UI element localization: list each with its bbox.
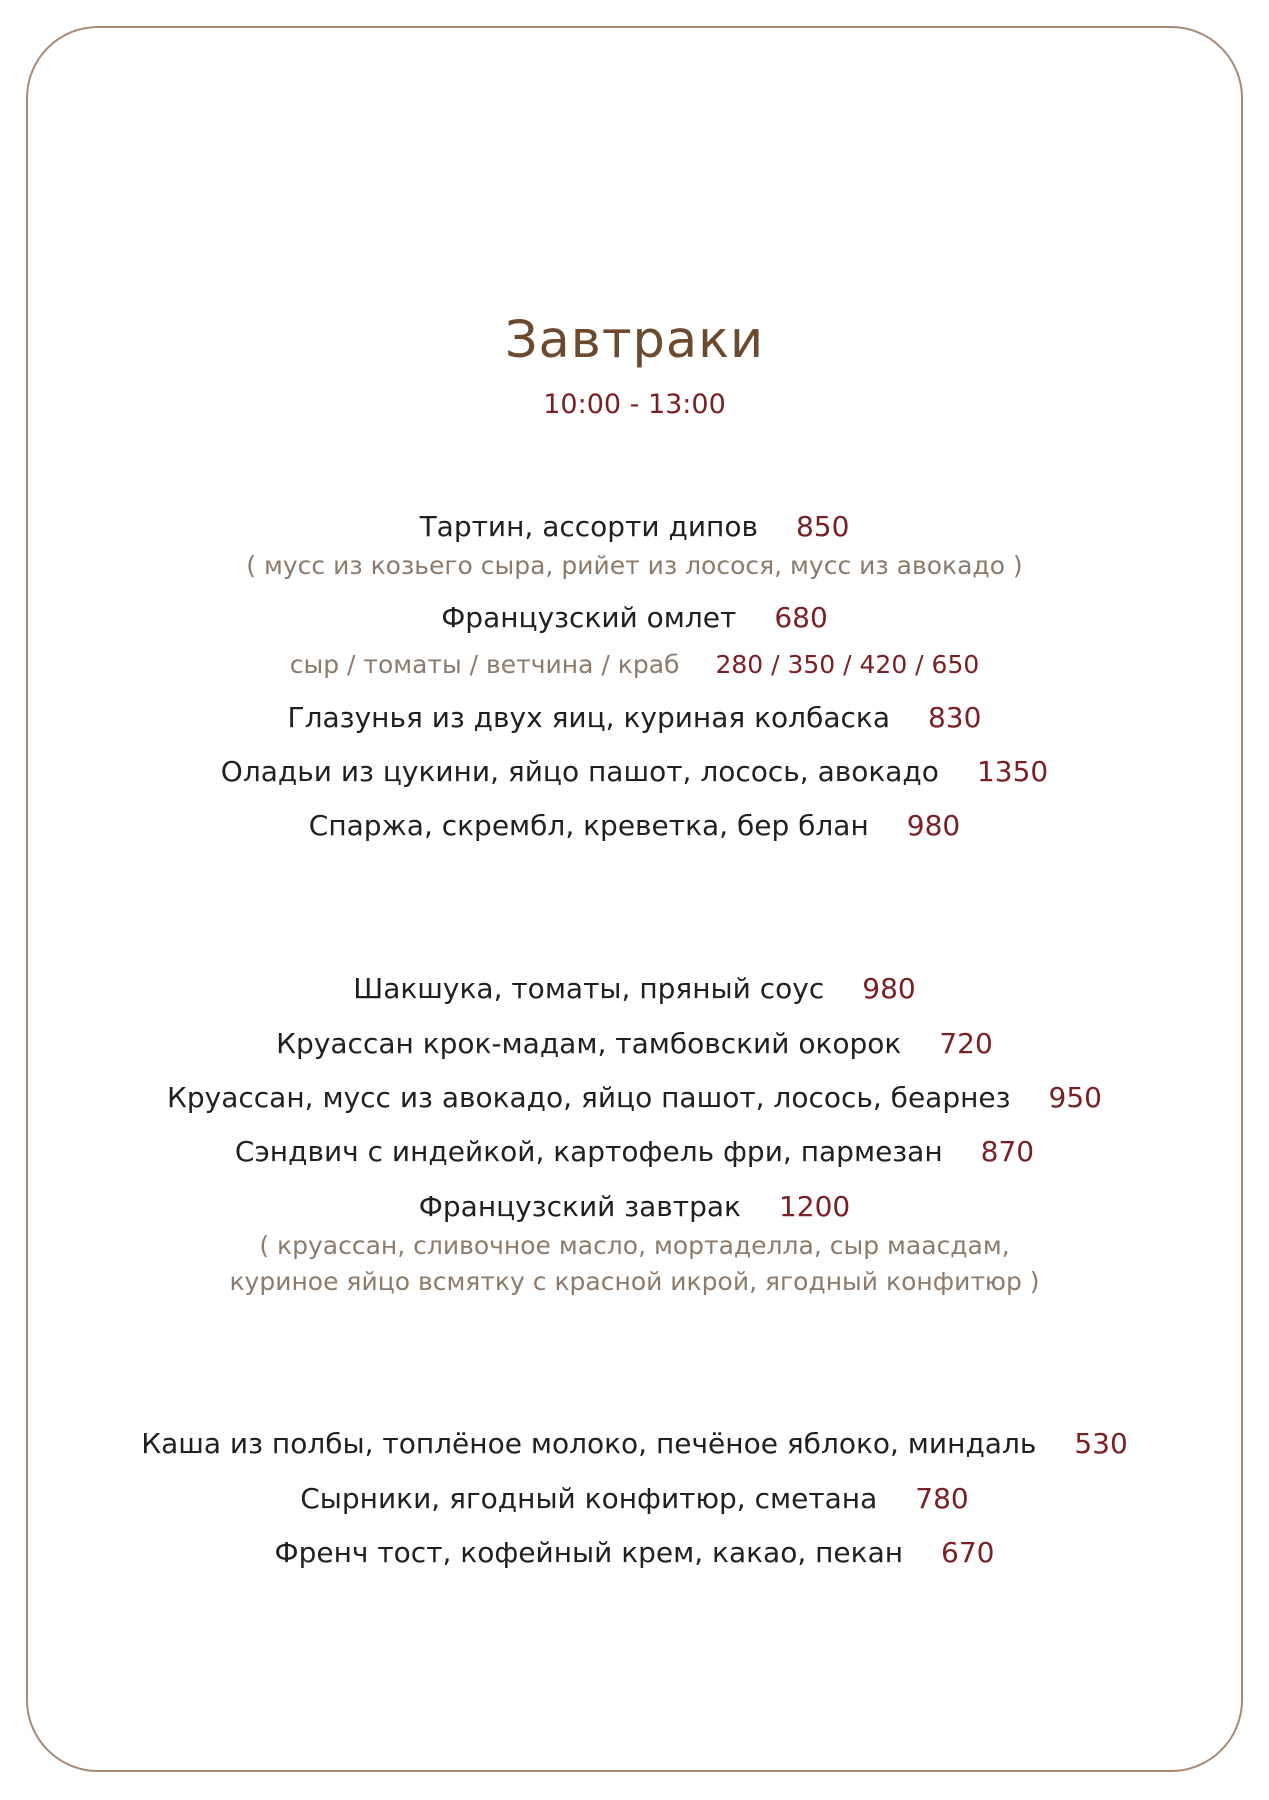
menu-item	[0, 972, 1269, 1005]
menu-item	[0, 1135, 1269, 1168]
menu-item	[0, 1027, 1269, 1060]
item-price: 670	[941, 1536, 995, 1569]
menu-title: Завтраки	[504, 311, 765, 370]
item-name: Френч тост, кофейный крем, какао, пекан	[274, 1536, 904, 1569]
item-name: Тартин, ассорти дипов	[419, 510, 758, 543]
item-name: Глазунья из двух яиц, куриная колбаска	[287, 701, 890, 734]
item-price: 980	[906, 809, 961, 842]
item-description: куриное яйцо всмятку с красной икрой, ягодный конфитюр )	[229, 1267, 1040, 1296]
variant-prices: 280 / 350 / 420 / 650	[715, 650, 980, 679]
item-description: ( мусс из козьего сыра, рийет из лосося, мусс из авокадо )	[246, 551, 1023, 580]
item-name: Французский завтрак	[418, 1190, 741, 1223]
menu-item	[0, 1190, 1269, 1223]
item-price: 1200	[778, 1190, 851, 1223]
item-price: 830	[927, 701, 982, 734]
item-name: Круассан крок-мадам, тамбовский окорок	[276, 1027, 902, 1060]
item-price: 850	[795, 510, 850, 543]
item-name: Спаржа, скрембл, креветка, бер блан	[308, 809, 869, 842]
item-price: 780	[915, 1482, 969, 1515]
menu-item	[0, 1081, 1269, 1114]
menu-item	[0, 701, 1269, 734]
item-price: 530	[1074, 1427, 1128, 1460]
menu-item	[0, 1536, 1269, 1569]
item-description: ( круассан, сливочное масло, мортаделла, сыр маасдам,	[259, 1231, 1010, 1260]
item-name: Французский омлет	[441, 601, 737, 634]
item-price: 680	[774, 601, 828, 634]
item-price: 720	[939, 1027, 993, 1060]
menu-item	[0, 1427, 1269, 1460]
menu-item	[0, 809, 1269, 842]
menu-item	[0, 755, 1269, 788]
item-name: Сырники, ягодный конфитюр, сметана	[300, 1482, 878, 1515]
item-price: 950	[1048, 1081, 1102, 1114]
menu-item	[0, 601, 1269, 634]
item-name: Сэндвич с индейкой, картофель фри, пармезан	[234, 1135, 943, 1168]
item-name: Шакшука, томаты, пряный соус	[353, 972, 825, 1005]
item-price: 1350	[976, 755, 1049, 788]
variant-options: сыр / томаты / ветчина / краб	[289, 650, 680, 679]
item-price: 870	[980, 1135, 1035, 1168]
menu-item	[0, 510, 1269, 543]
item-name: Каша из полбы, топлёное молоко, печёное яблоко, миндаль	[141, 1427, 1037, 1460]
item-price: 980	[862, 972, 916, 1005]
item-variants	[0, 652, 1269, 677]
menu-hours: 10:00 - 13:00	[543, 389, 726, 420]
item-name: Круассан, мусс из авокадо, яйцо пашот, лосось, беарнез	[167, 1081, 1011, 1114]
item-name: Оладьи из цукини, яйцо пашот, лосось, авокадо	[220, 755, 939, 788]
menu-item	[0, 1482, 1269, 1515]
